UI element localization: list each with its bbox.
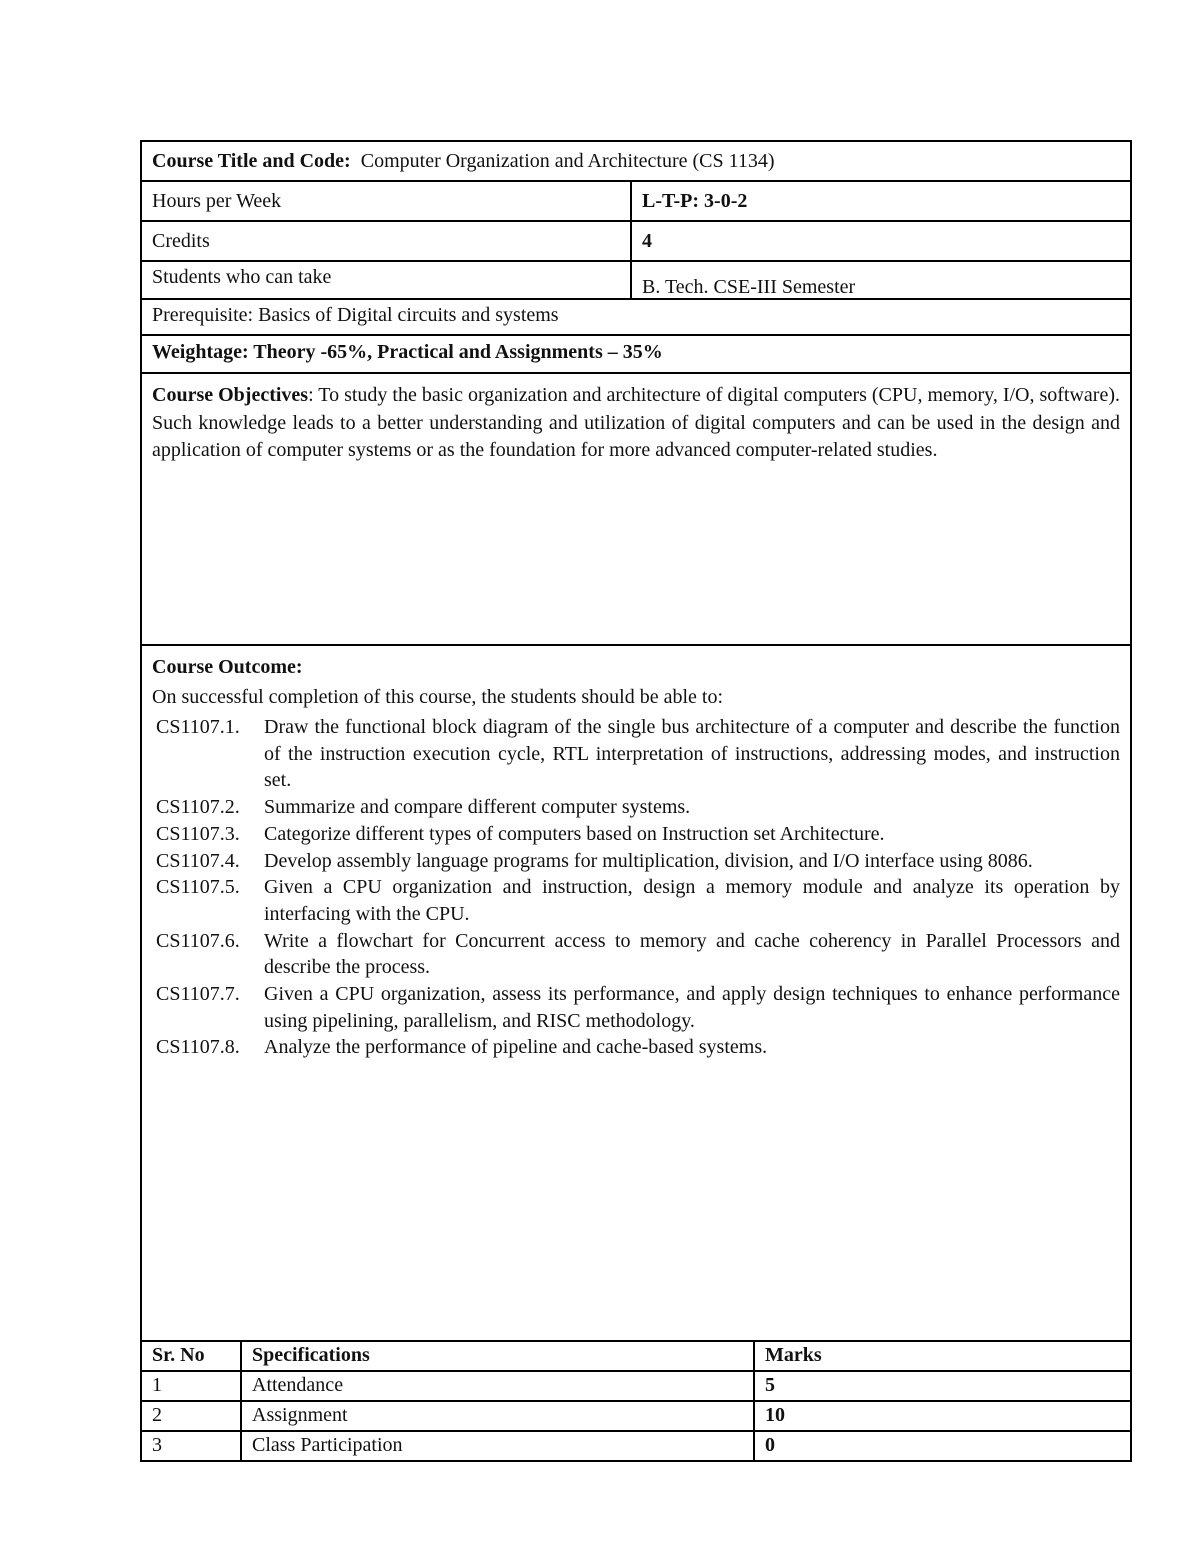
marks-header-spec: Specifications bbox=[252, 1344, 370, 1366]
outcome-code: CS1107.4. bbox=[156, 849, 240, 872]
hours-label: Hours per Week bbox=[142, 182, 632, 220]
hours-value: L-T-P: 3-0-2 bbox=[642, 190, 748, 212]
outcome-item bbox=[152, 874, 1120, 927]
marks-value: 5 bbox=[765, 1374, 775, 1396]
outcome-code: CS1107.6. bbox=[156, 929, 240, 952]
outcome-code: CS1107.8. bbox=[156, 1036, 240, 1059]
marks-value-cell bbox=[755, 1402, 1130, 1430]
marks-header-sr-cell bbox=[142, 1342, 242, 1370]
outcome-text: Given a CPU organization, assess its performance, and apply design techniques to enhance performance using pipelining, parallelism, and RISC methodology. bbox=[264, 983, 1120, 1032]
table-row bbox=[142, 1432, 1130, 1460]
outcome-item bbox=[152, 981, 1120, 1034]
marks-spec: Attendance bbox=[242, 1372, 755, 1400]
outcome-text: Analyze the performance of pipeline and cache-based systems. bbox=[264, 1036, 768, 1059]
table-row bbox=[142, 1402, 1130, 1432]
marks-sr: 3 bbox=[142, 1432, 242, 1460]
marks-header-sr: Sr. No bbox=[152, 1344, 205, 1366]
credits-row bbox=[142, 222, 1130, 262]
outcome-code: CS1107.1. bbox=[156, 716, 240, 738]
weightage-row bbox=[142, 336, 1130, 374]
hours-row bbox=[142, 182, 1130, 222]
weightage-text: Weightage: Theory -65%, Practical and Assignments – 35% bbox=[152, 341, 663, 363]
outcome-text: Summarize and compare different computer systems. bbox=[264, 796, 691, 819]
marks-value-cell bbox=[755, 1372, 1130, 1400]
objectives-label: Course Objectives bbox=[152, 384, 309, 406]
outcome-text: Categorize different types of computers based on Instruction set Architecture. bbox=[264, 822, 885, 845]
prerequisite-text: Prerequisite: Basics of Digital circuits and systems bbox=[152, 304, 559, 326]
course-title-value: Computer Organization and Architecture (CS 1134) bbox=[360, 150, 775, 172]
outcome-code: CS1107.2. bbox=[156, 796, 240, 819]
students-row bbox=[142, 262, 1130, 300]
outcome-item bbox=[152, 848, 1120, 875]
outcome-item bbox=[152, 1034, 1120, 1061]
course-title-cell bbox=[142, 142, 1130, 180]
outcomes-row bbox=[142, 646, 1130, 1342]
marks-value: 10 bbox=[765, 1404, 785, 1426]
objectives-row bbox=[142, 374, 1130, 646]
outcomes-intro: On successful completion of this course, the students should be able to: bbox=[152, 686, 724, 708]
objectives-text: : To study the basic organization and architecture of digital computers (CPU, memory, I/O, software). Such knowledge leads to a better understanding and utilization of digital computers and can be used in the design and application of computer systems or as the foundation for more advanced computer-related studies. bbox=[152, 384, 1120, 461]
marks-value-cell bbox=[755, 1432, 1130, 1460]
course-document bbox=[140, 140, 1132, 1462]
outcome-code: CS1107.7. bbox=[156, 983, 240, 1006]
students-label: Students who can take bbox=[142, 262, 632, 298]
marks-header-marks: Marks bbox=[765, 1344, 822, 1366]
outcome-code: CS1107.5. bbox=[156, 876, 240, 899]
marks-header-spec-cell bbox=[242, 1342, 755, 1370]
outcome-item bbox=[152, 821, 1120, 848]
outcome-item bbox=[152, 928, 1120, 981]
credits-label: Credits bbox=[142, 222, 632, 260]
marks-header-marks-cell bbox=[755, 1342, 1130, 1370]
marks-sr: 2 bbox=[142, 1402, 242, 1430]
outcome-text: Develop assembly language programs for multiplication, division, and I/O interface using 8086. bbox=[264, 849, 1033, 872]
marks-sr: 1 bbox=[142, 1372, 242, 1400]
marks-header-row bbox=[142, 1342, 1130, 1372]
prerequisite-row bbox=[142, 300, 1130, 336]
outcomes-list bbox=[152, 714, 1120, 1061]
outcome-text: Write a flowchart for Concurrent access to memory and cache coherency in Parallel Processors and describe the process. bbox=[264, 929, 1120, 979]
outcomes-cell bbox=[142, 646, 1130, 1340]
students-value: B. Tech. CSE-III Semester bbox=[642, 276, 856, 298]
outcomes-title-wrap bbox=[152, 652, 1120, 682]
table-row bbox=[142, 1372, 1130, 1402]
outcome-text: Draw the functional block diagram of the single bus architecture of a computer and describe the function of the instruction execution cycle, RTL interpretation of instructions, addressing modes, and instruction set. bbox=[264, 716, 1120, 792]
objectives-cell bbox=[142, 374, 1130, 644]
marks-spec: Assignment bbox=[242, 1402, 755, 1430]
weightage-cell bbox=[142, 336, 1130, 372]
outcome-item bbox=[152, 714, 1120, 794]
course-title-label: Course Title and Code: bbox=[152, 150, 351, 172]
outcome-code: CS1107.3. bbox=[156, 822, 240, 845]
hours-value-cell bbox=[632, 182, 1130, 220]
outcome-text: Given a CPU organization and instruction, design a memory module and analyze its operation by interfacing with the CPU. bbox=[264, 876, 1120, 925]
outcome-item bbox=[152, 794, 1120, 821]
credits-value-cell bbox=[632, 222, 1130, 260]
marks-value: 0 bbox=[765, 1434, 775, 1456]
outcomes-title: Course Outcome: bbox=[152, 656, 303, 678]
credits-value: 4 bbox=[642, 230, 652, 252]
course-title-row bbox=[142, 142, 1130, 182]
marks-spec: Class Participation bbox=[242, 1432, 755, 1460]
